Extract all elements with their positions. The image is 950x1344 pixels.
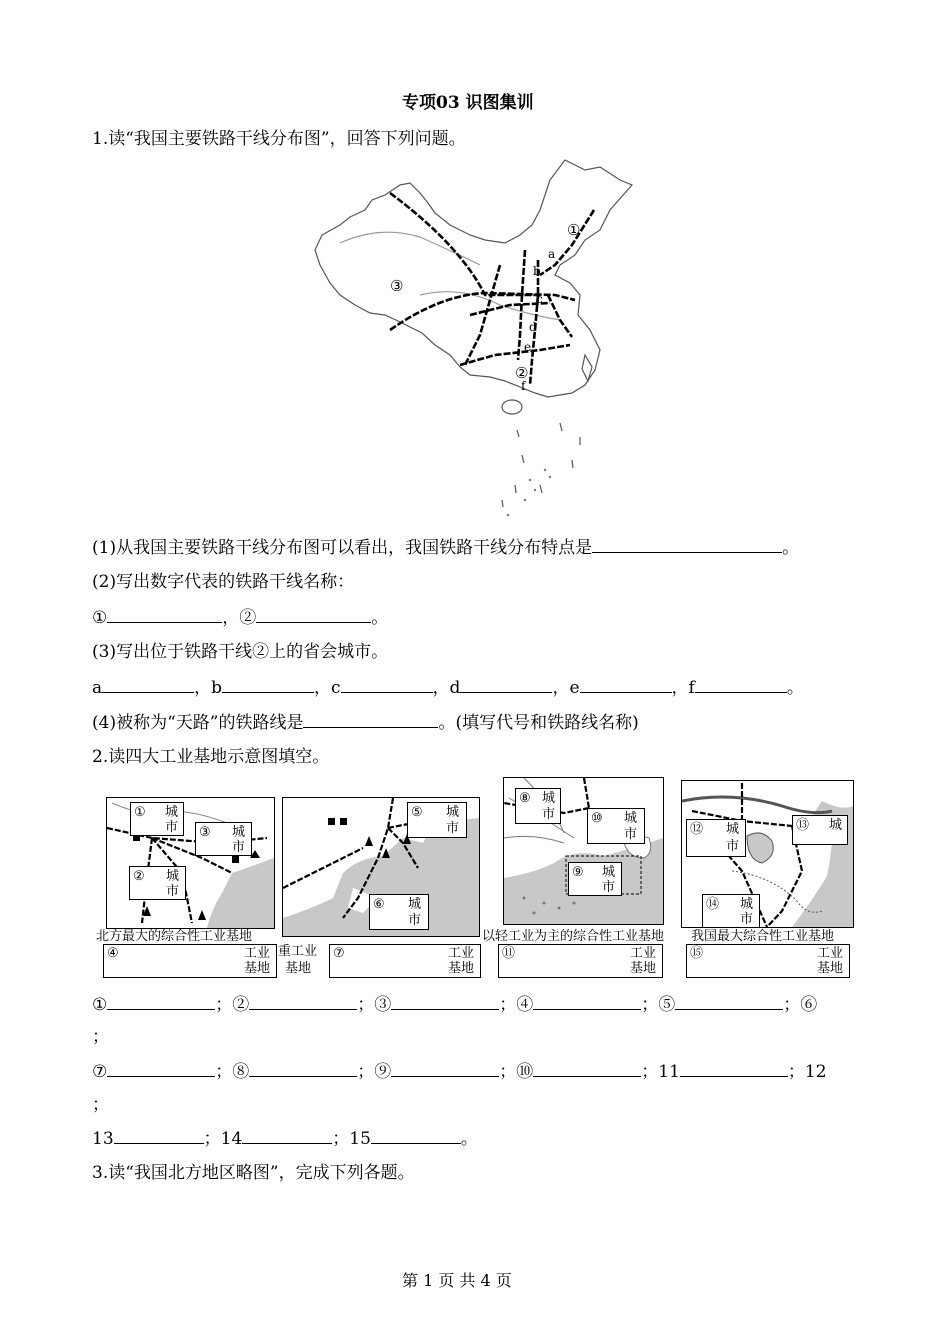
q2-blank[interactable]	[107, 1060, 215, 1077]
svg-text:e: e	[524, 340, 532, 354]
industrial-map-4	[681, 780, 854, 928]
page-title: 专项03 识图集训	[402, 93, 534, 113]
base-box-7: ⑦ 工业 基地	[329, 944, 481, 978]
city-box-12: ⑫ 城 市	[686, 819, 746, 857]
q2-stem: 2.读四大工业基地示意图填空。	[92, 747, 330, 767]
industrial-map-3	[503, 777, 664, 925]
q1-s3: (3)写出位于铁路干线②上的省会城市。	[92, 642, 389, 662]
city-box-14: ⑭ 城 市	[702, 894, 760, 928]
base-box-11: ⑪ 工业 基地	[498, 944, 663, 978]
city-box-2: ② 城 市	[129, 866, 186, 900]
industrial-map-1	[106, 797, 275, 929]
map-label-2: ②	[515, 364, 529, 382]
q2-blank[interactable]	[249, 1060, 357, 1077]
q2-blank[interactable]	[107, 993, 215, 1010]
q2-row-3: 13 ；14 ；15 。	[92, 1129, 478, 1149]
q1-blank-d[interactable]	[460, 676, 552, 693]
q2-blank[interactable]	[242, 1127, 332, 1144]
map-label-3: ③	[390, 277, 404, 295]
svg-text:f: f	[521, 379, 526, 393]
q2-blank[interactable]	[114, 1127, 204, 1144]
q1-blank-b[interactable]	[222, 676, 314, 693]
q1-blank-f[interactable]	[695, 676, 787, 693]
q1-blank-a[interactable]	[102, 676, 194, 693]
q1-s4: (4)被称为“天路”的铁路线是 。(填写代号和铁路线名称)	[92, 713, 639, 733]
svg-text:d: d	[529, 320, 537, 334]
svg-text:c: c	[536, 292, 543, 306]
q1-s3-blanks: a ，b ，c ，d ，e ，f 。	[92, 678, 804, 698]
q1-s2-blanks: ① ，② 。	[92, 608, 389, 628]
q1-blank-e[interactable]	[580, 676, 672, 693]
industrial-map-2	[282, 797, 480, 937]
q2-blank[interactable]	[680, 1060, 788, 1077]
q2-blank[interactable]	[533, 993, 641, 1010]
city-box-1: ① 城 市	[130, 802, 184, 836]
svg-text:a: a	[548, 247, 556, 261]
city-box-8: ⑧ 城 市	[515, 788, 561, 824]
q2-blank[interactable]	[533, 1060, 641, 1077]
caption-4: 我国最大综合性工业基地	[691, 929, 835, 944]
q2-blank[interactable]	[249, 993, 357, 1010]
q2-row-1: ① ；② ；③ ；④ ；⑤ ；⑥	[92, 995, 818, 1015]
q1-s1-blank[interactable]	[592, 536, 782, 553]
q1-blank-2[interactable]	[256, 606, 371, 623]
q2-row-1-tail: ；	[92, 1027, 109, 1047]
q2-blank[interactable]	[675, 993, 783, 1010]
page-footer: 第 1 页 共 4 页	[402, 1271, 512, 1290]
q1-stem: 1.读“我国主要铁路干线分布图”，回答下列问题。	[92, 129, 466, 149]
city-box-3: ③ 城 市	[195, 822, 252, 856]
q2-row-2-tail: ；	[92, 1095, 109, 1115]
caption-3: 以轻工业为主的综合性工业基地	[482, 929, 665, 944]
caption-1: 北方最大的综合性工业基地	[96, 929, 253, 944]
q3-stem: 3.读“我国北方地区略图”，完成下列各题。	[92, 1163, 415, 1183]
q1-blank-tianlu[interactable]	[303, 711, 438, 728]
map-label-1: ①	[567, 221, 581, 239]
q1-s1: (1)从我国主要铁路干线分布图可以看出，我国铁路干线分布特点是 。	[92, 538, 800, 558]
city-box-13: ⑬ 城	[792, 815, 848, 845]
q1-s2: (2)写出数字代表的铁路干线名称：	[92, 572, 355, 592]
base-box-15: ⑮ 工业 基地	[686, 944, 850, 978]
china-railway-map	[310, 155, 645, 525]
caption-2: 重工业	[278, 944, 318, 959]
base-box-4: ④ 工业 基地	[103, 944, 277, 978]
caption-2b: 基地	[285, 961, 312, 976]
q2-blank[interactable]	[391, 993, 499, 1010]
city-box-10: ⑩ 城 市	[587, 808, 645, 844]
city-box-6: ⑥ 城 市	[369, 894, 429, 930]
q1-blank-1[interactable]	[107, 606, 222, 623]
q1-blank-c[interactable]	[341, 676, 433, 693]
q2-row-2: ⑦ ；⑧ ；⑨ ；⑩ ；11 ；12	[92, 1062, 827, 1082]
svg-text:b: b	[533, 264, 541, 278]
city-box-5: ⑤ 城 市	[407, 802, 467, 838]
q2-blank[interactable]	[391, 1060, 499, 1077]
q2-blank[interactable]	[371, 1127, 461, 1144]
city-box-9: ⑨ 城 市	[568, 862, 622, 896]
